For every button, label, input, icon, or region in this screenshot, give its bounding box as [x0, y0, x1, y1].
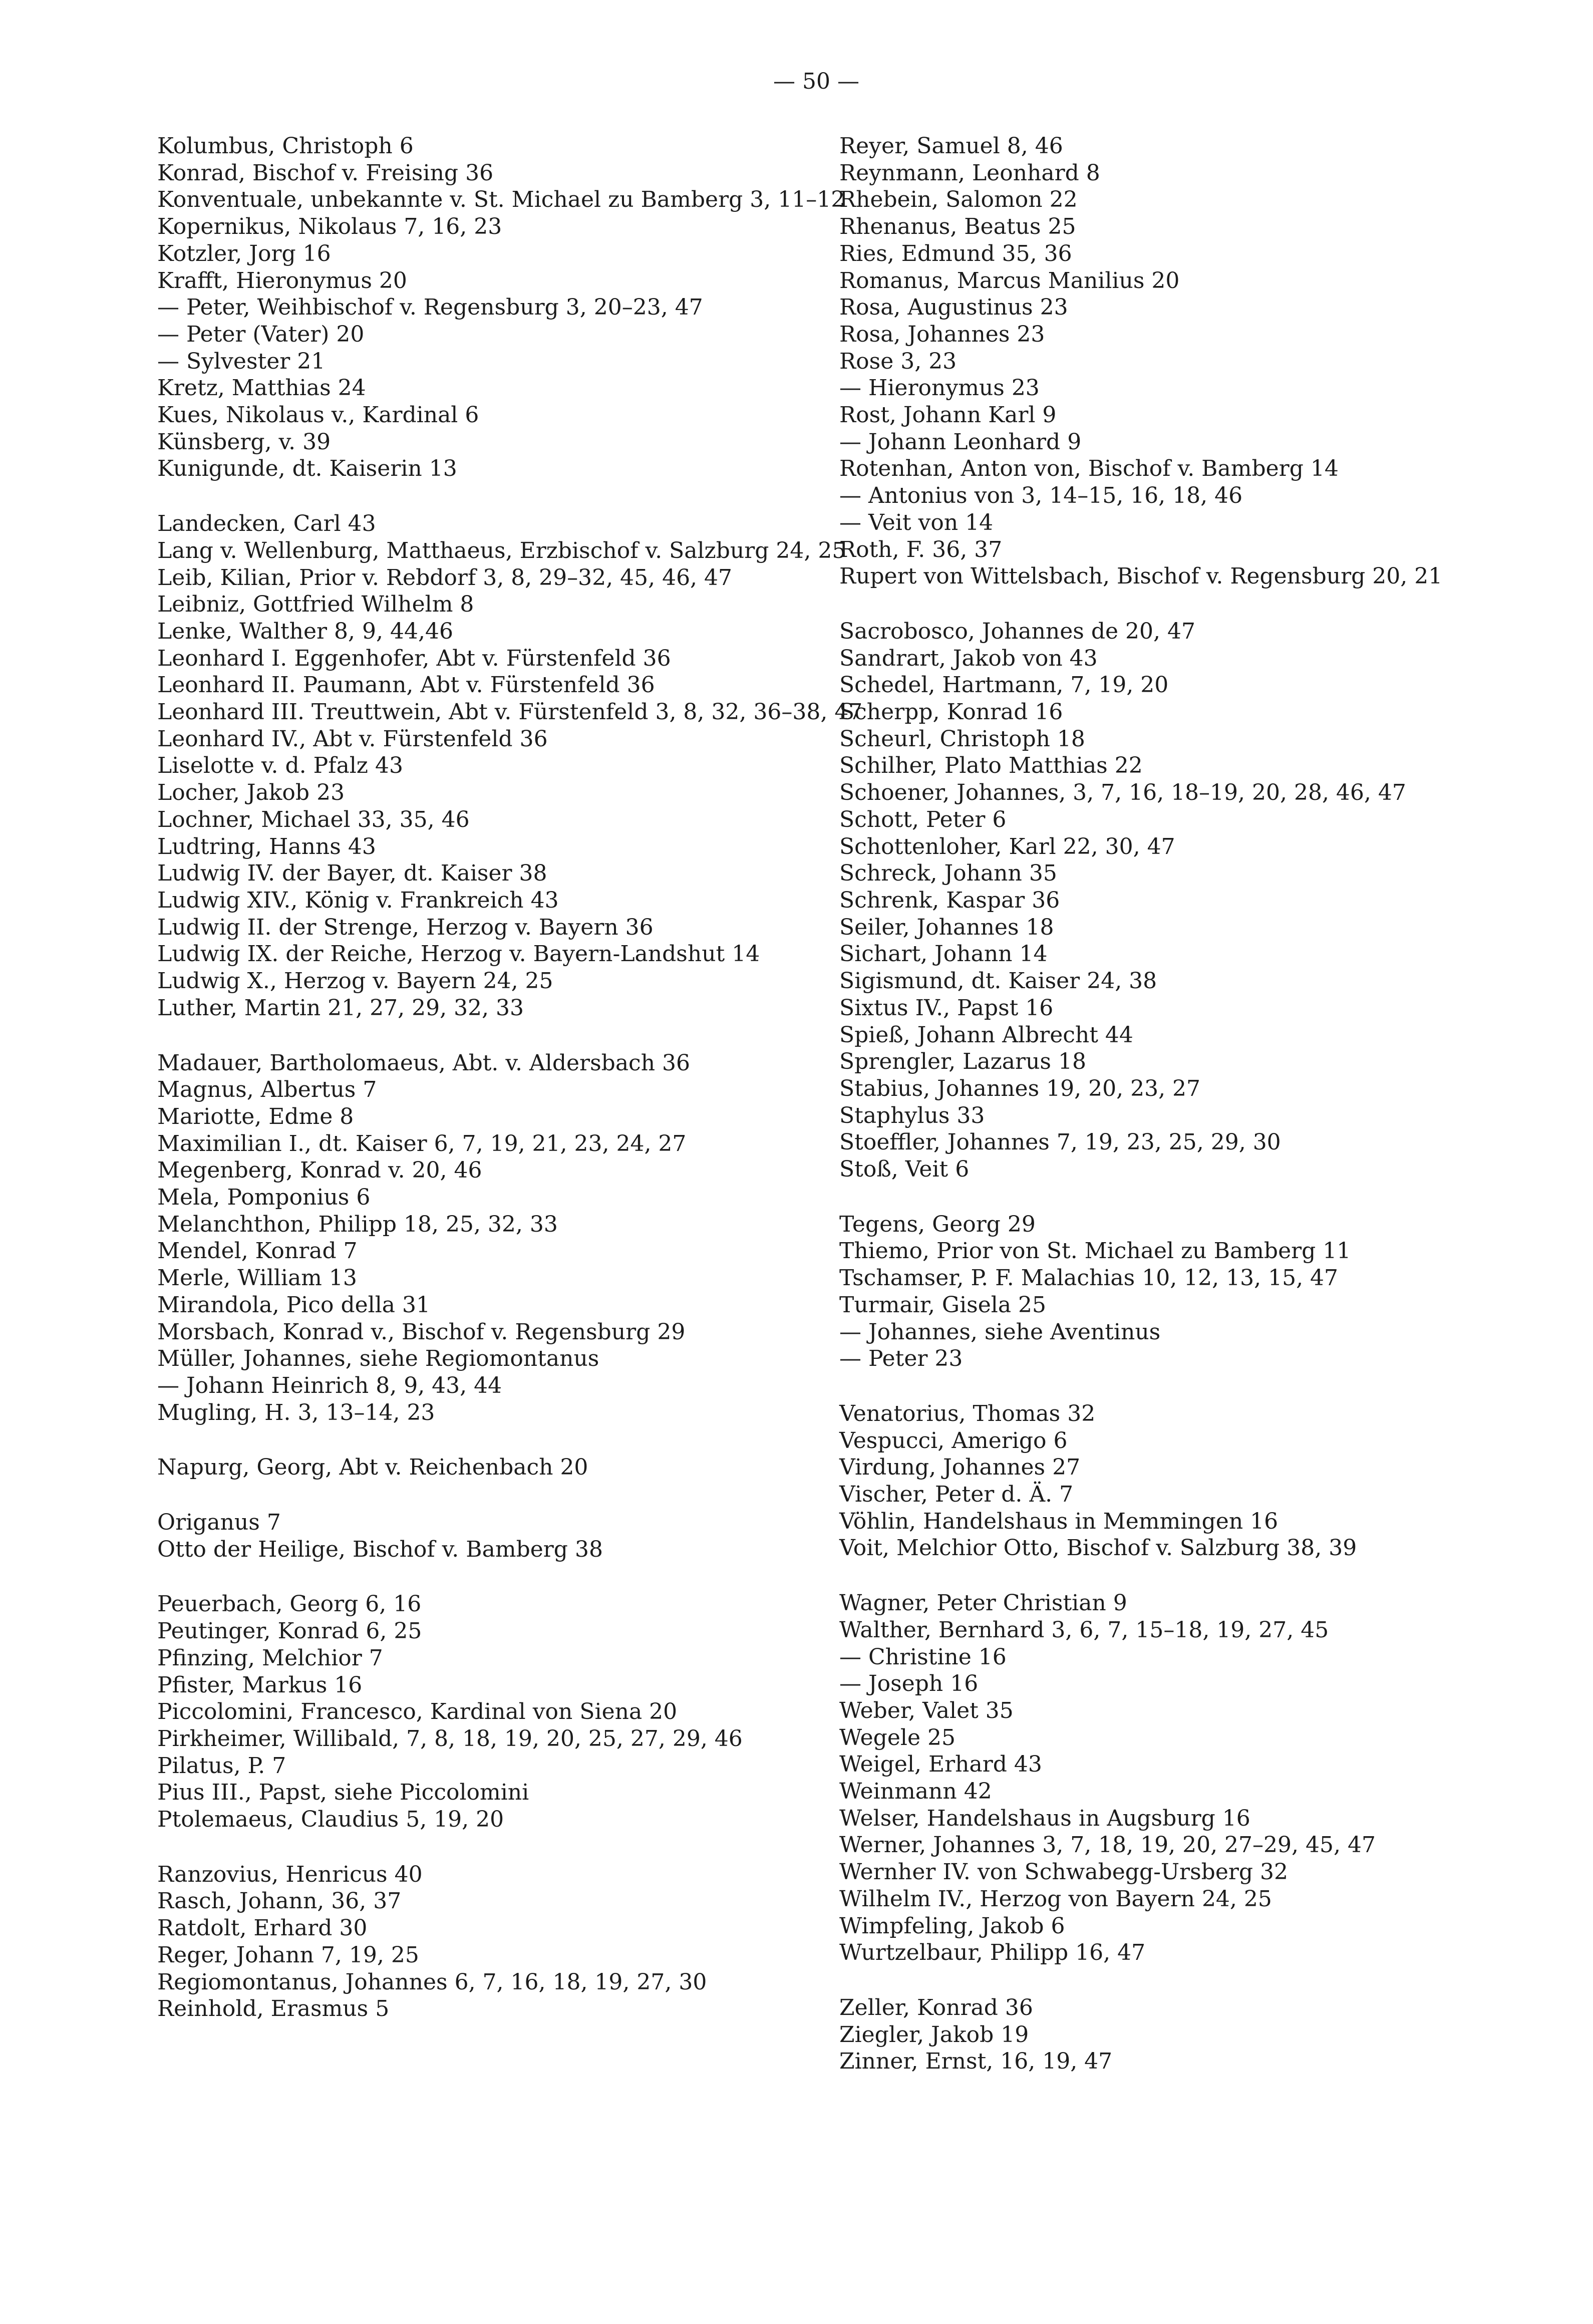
index-entry: Kolumbus, Christoph 6	[157, 133, 414, 159]
index-entry: Schoener, Johannes, 3, 7, 16, 18–19, 20, 28, 46, 47	[839, 780, 1406, 806]
index-entry: — Peter (Vater) 20	[157, 321, 365, 347]
index-entry: Sigismund, dt. Kaiser 24, 38	[839, 968, 1157, 994]
index-letter-group	[157, 133, 868, 482]
page-number: — 50 —	[773, 69, 859, 94]
index-entry: Vischer, Peter d. Ä. 7	[839, 1482, 1074, 1508]
index-entry: — Johann Heinrich 8, 9, 43, 44	[157, 1372, 502, 1398]
index-entry: Leibniz, Gottfried Wilhelm 8	[157, 592, 474, 618]
index-entry: Ries, Edmund 35, 36	[839, 240, 1072, 266]
index-entry: Stoß, Veit 6	[839, 1156, 970, 1183]
index-entry: Rosa, Augustinus 23	[839, 295, 1068, 321]
index-entry: Melanchthon, Philipp 18, 25, 32, 33	[157, 1211, 558, 1237]
index-entry: Megenberg, Konrad v. 20, 46	[157, 1157, 482, 1184]
index-entry: Wilhelm IV., Herzog von Bayern 24, 25	[839, 1886, 1272, 1912]
index-entry: Schott, Peter 6	[839, 806, 1007, 832]
index-entry: Rosa, Johannes 23	[839, 321, 1045, 347]
index-entry: Reger, Johann 7, 19, 25	[157, 1942, 419, 1968]
index-entry: Schrenk, Kaspar 36	[839, 887, 1060, 913]
index-entry: Kotzler, Jorg 16	[157, 240, 331, 266]
index-entry: Lenke, Walther 8, 9, 44,46	[157, 618, 453, 644]
index-entry: Sprengler, Lazarus 18	[839, 1049, 1086, 1075]
index-entry: — Johannes, siehe Aventinus	[839, 1319, 1161, 1345]
index-entry: Sandrart, Jakob von 43	[839, 645, 1098, 671]
index-column-right	[839, 133, 1550, 2103]
index-column-left	[157, 133, 868, 2051]
index-entry: — Joseph 16	[839, 1671, 979, 1697]
index-entry: Venatorius, Thomas 32	[839, 1400, 1096, 1426]
index-entry: Rhenanus, Beatus 25	[839, 214, 1076, 240]
index-entry: Leib, Kilian, Prior v. Rebdorf 3, 8, 29–32, 45, 46, 47	[157, 564, 733, 591]
index-letter-group	[839, 1590, 1550, 1966]
index-entry: Pirkheimer, Willibald, 7, 8, 18, 19, 20, 25, 27, 29, 46	[157, 1725, 743, 1752]
index-entry: Mariotte, Edme 8	[157, 1103, 354, 1129]
index-letter-group	[839, 133, 1550, 590]
index-entry: Schedel, Hartmann, 7, 19, 20	[839, 672, 1169, 698]
index-entry: — Christine 16	[839, 1644, 1007, 1670]
index-entry: — Sylvester 21	[157, 348, 326, 374]
index-entry: Pfinzing, Melchior 7	[157, 1645, 383, 1671]
index-entry: Leonhard I. Eggenhofer, Abt v. Fürstenfeld 36	[157, 645, 671, 671]
index-entry: Weber, Valet 35	[839, 1697, 1014, 1723]
index-entry: Peutinger, Konrad 6, 25	[157, 1618, 422, 1644]
index-entry: Ratdolt, Erhard 30	[157, 1915, 368, 1941]
index-entry: Konventuale, unbekannte v. St. Michael zu Bamberg 3, 11–12	[157, 187, 845, 213]
index-entry: — Veit von 14	[839, 509, 994, 535]
index-entry: Ranzovius, Henricus 40	[157, 1861, 423, 1887]
index-entry: Ludwig II. der Strenge, Herzog v. Bayern 36	[157, 914, 654, 940]
index-entry: Rost, Johann Karl 9	[839, 402, 1057, 428]
index-entry: Scheurl, Christoph 18	[839, 726, 1085, 752]
index-entry: Luther, Martin 21, 27, 29, 32, 33	[157, 995, 524, 1021]
index-entry: Kopernikus, Nikolaus 7, 16, 23	[157, 214, 502, 240]
index-entry: Ziegler, Jakob 19	[839, 2021, 1029, 2048]
index-entry: — Hieronymus 23	[839, 375, 1040, 401]
index-entry: Liselotte v. d. Pfalz 43	[157, 753, 403, 779]
index-entry: Walther, Bernhard 3, 6, 7, 15–18, 19, 27, 45	[839, 1617, 1329, 1643]
index-entry: — Johann Leonhard 9	[839, 429, 1082, 455]
index-letter-group	[839, 1211, 1550, 1372]
index-entry: Schottenloher, Karl 22, 30, 47	[839, 833, 1175, 859]
index-entry: Landecken, Carl 43	[157, 511, 376, 537]
index-entry: Leonhard IV., Abt v. Fürstenfeld 36	[157, 726, 548, 752]
index-entry: Rasch, Johann, 36, 37	[157, 1888, 402, 1914]
index-entry: Romanus, Marcus Manilius 20	[839, 267, 1180, 294]
index-entry: Wagner, Peter Christian 9	[839, 1590, 1127, 1616]
index-entry: Ludwig IV. der Bayer, dt. Kaiser 38	[157, 860, 547, 887]
index-entry: Kunigunde, dt. Kaiserin 13	[157, 456, 457, 482]
index-entry: Sixtus IV., Papst 16	[839, 995, 1054, 1021]
index-letter-group	[157, 1509, 868, 1563]
index-entry: Zinner, Ernst, 16, 19, 47	[839, 2049, 1113, 2075]
index-entry: Wimpfeling, Jakob 6	[839, 1913, 1065, 1939]
index-entry: Vöhlin, Handelshaus in Memmingen 16	[839, 1508, 1279, 1534]
index-entry: Rose 3, 23	[839, 348, 957, 374]
index-entry: Krafft, Hieronymus 20	[157, 267, 407, 294]
index-entry: Merle, William 13	[157, 1265, 357, 1291]
index-entry: Rotenhan, Anton von, Bischof v. Bamberg 14	[839, 456, 1339, 482]
index-entry: Spieß, Johann Albrecht 44	[839, 1022, 1133, 1048]
index-letter-group	[157, 1050, 868, 1426]
index-entry: Tegens, Georg 29	[839, 1211, 1036, 1237]
index-entry: Müller, Johannes, siehe Regiomontanus	[157, 1346, 599, 1372]
index-entry: — Antonius von 3, 14–15, 16, 18, 46	[839, 483, 1243, 509]
index-entry: Otto der Heilige, Bischof v. Bamberg 38	[157, 1536, 603, 1562]
index-letter-group	[839, 1994, 1550, 2075]
index-entry: Piccolomini, Francesco, Kardinal von Siena 20	[157, 1699, 678, 1725]
index-entry: Morsbach, Konrad v., Bischof v. Regensburg 29	[157, 1319, 686, 1345]
index-entry: Pfister, Markus 16	[157, 1672, 363, 1698]
index-entry: Konrad, Bischof v. Freising 36	[157, 160, 494, 186]
index-entry: Reinhold, Erasmus 5	[157, 1996, 390, 2022]
index-entry: Reynmann, Leonhard 8	[839, 160, 1100, 186]
index-entry: Roth, F. 36, 37	[839, 536, 1003, 562]
index-entry: Rhebein, Salomon 22	[839, 187, 1078, 213]
index-entry: Lang v. Wellenburg, Matthaeus, Erzbischof v. Salzburg 24, 25	[157, 537, 846, 563]
index-entry: Thiemo, Prior von St. Michael zu Bamberg 11	[839, 1238, 1351, 1264]
index-entry: Zeller, Konrad 36	[839, 1995, 1033, 2020]
index-entry: Voit, Melchior Otto, Bischof v. Salzburg 38, 39	[839, 1535, 1357, 1561]
index-entry: Wegele 25	[839, 1724, 955, 1751]
index-entry: Mugling, H. 3, 13–14, 23	[157, 1399, 435, 1425]
index-entry: Seiler, Johannes 18	[839, 914, 1054, 940]
index-entry: Peuerbach, Georg 6, 16	[157, 1591, 422, 1617]
index-entry: Ludwig XIV., König v. Frankreich 43	[157, 887, 559, 913]
index-letter-group	[157, 1454, 868, 1481]
index-entry: Stoeffler, Johannes 7, 19, 23, 25, 29, 30	[839, 1129, 1281, 1155]
index-entry: Rupert von Wittelsbach, Bischof v. Regensburg 20, 21	[839, 563, 1443, 590]
index-entry: Ludwig X., Herzog v. Bayern 24, 25	[157, 968, 553, 994]
index-entry: Werner, Johannes 3, 7, 18, 19, 20, 27–29, 45, 47	[839, 1832, 1376, 1858]
index-entry: Ptolemaeus, Claudius 5, 19, 20	[157, 1807, 504, 1833]
index-letter-group	[157, 1861, 868, 2022]
index-entry: Locher, Jakob 23	[157, 780, 345, 806]
index-entry: Madauer, Bartholomaeus, Abt. v. Aldersbach 36	[157, 1050, 691, 1076]
index-entry: Ludtring, Hanns 43	[157, 833, 376, 859]
index-entry: Mela, Pomponius 6	[157, 1185, 371, 1211]
index-entry: Sacrobosco, Johannes de 20, 47	[839, 618, 1196, 644]
index-entry: Sichart, Johann 14	[839, 941, 1048, 967]
index-entry: Staphylus 33	[839, 1102, 985, 1128]
index-entry: Wernher IV. von Schwabegg-Ursberg 32	[839, 1859, 1289, 1885]
index-entry: Künsberg, v. 39	[157, 429, 331, 455]
index-entry: Weigel, Erhard 43	[839, 1752, 1042, 1778]
index-entry: Vespucci, Amerigo 6	[839, 1427, 1068, 1454]
index-entry: Napurg, Georg, Abt v. Reichenbach 20	[157, 1455, 588, 1481]
index-entry: Schreck, Johann 35	[839, 860, 1057, 887]
index-entry: Leonhard III. Treuttwein, Abt v. Fürstenfeld 3, 8, 32, 36–38, 47	[157, 699, 863, 725]
index-entry: Mirandola, Pico della 31	[157, 1292, 431, 1318]
index-entry: Turmair, Gisela 25	[839, 1292, 1047, 1318]
index-entry: Pius III., Papst, siehe Piccolomini	[157, 1780, 529, 1806]
index-entry: Welser, Handelshaus in Augsburg 16	[839, 1805, 1250, 1831]
index-entry: Reyer, Samuel 8, 46	[839, 133, 1063, 159]
index-entry: Origanus 7	[157, 1510, 281, 1536]
index-entry: Maximilian I., dt. Kaiser 6, 7, 19, 21, 23, 24, 27	[157, 1130, 687, 1156]
index-entry: Tschamser, P. F. Malachias 10, 12, 13, 15, 47	[839, 1265, 1339, 1291]
index-entry: Weinmann 42	[839, 1779, 992, 1805]
index-entry: Schilher, Plato Matthias 22	[839, 753, 1143, 779]
index-entry: Magnus, Albertus 7	[157, 1077, 377, 1103]
index-entry: — Peter 23	[839, 1346, 963, 1372]
index-letter-group	[839, 618, 1550, 1183]
index-entry: Stabius, Johannes 19, 20, 23, 27	[839, 1075, 1201, 1101]
index-letter-group	[157, 1591, 868, 1833]
index-entry: Mendel, Konrad 7	[157, 1238, 358, 1264]
index-entry: — Peter, Weihbischof v. Regensburg 3, 20–23, 47	[157, 295, 703, 321]
index-entry: Wurtzelbaur, Philipp 16, 47	[839, 1940, 1146, 1966]
index-entry: Scherpp, Konrad 16	[839, 699, 1063, 725]
index-entry: Lochner, Michael 33, 35, 46	[157, 806, 470, 832]
index-entry: Kretz, Matthias 24	[157, 375, 366, 401]
index-entry: Virdung, Johannes 27	[839, 1455, 1081, 1481]
index-entry: Ludwig IX. der Reiche, Herzog v. Bayern-Landshut 14	[157, 941, 760, 967]
index-letter-group	[157, 510, 868, 1021]
index-entry: Leonhard II. Paumann, Abt v. Fürstenfeld 36	[157, 672, 655, 698]
index-entry: Kues, Nikolaus v., Kardinal 6	[157, 402, 479, 428]
index-entry: Regiomontanus, Johannes 6, 7, 16, 18, 19, 27, 30	[157, 1969, 707, 1995]
index-letter-group	[839, 1400, 1550, 1562]
index-entry: Pilatus, P. 7	[157, 1753, 286, 1779]
